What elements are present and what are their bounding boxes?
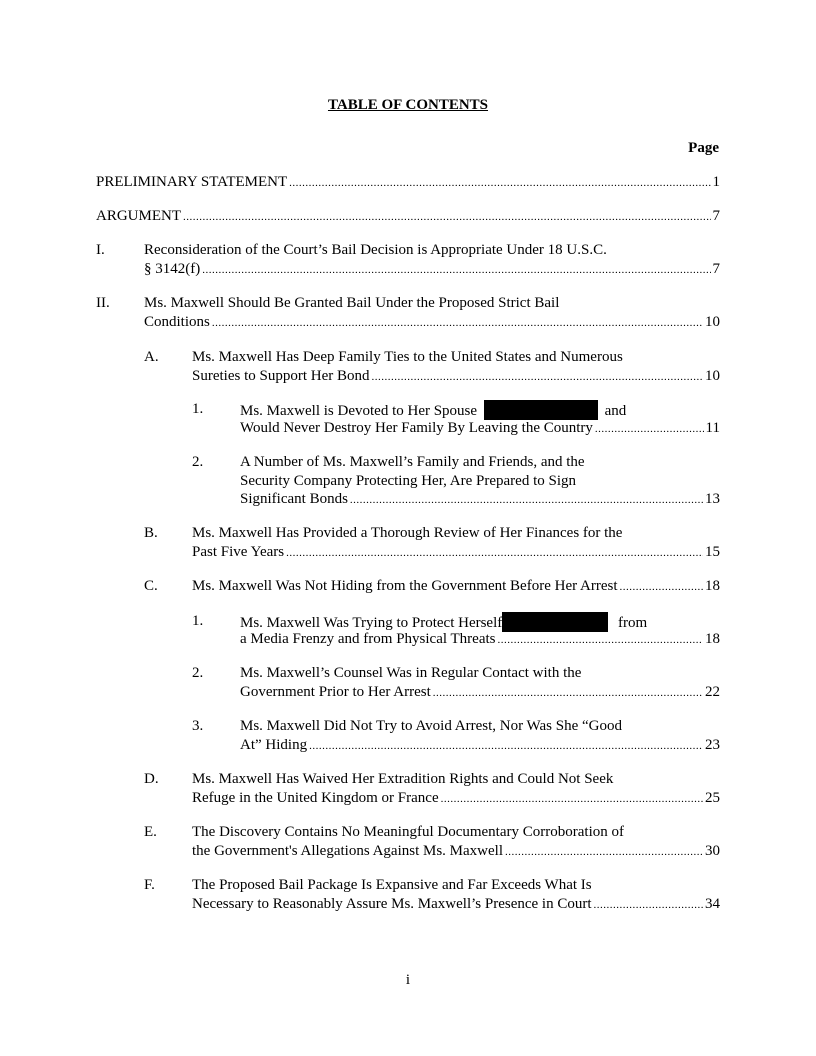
toc-entry-label: I.	[96, 242, 105, 258]
toc-page-number: 30	[705, 843, 720, 859]
toc-entry-label: 3.	[192, 718, 204, 734]
dot-leader	[202, 261, 710, 280]
toc-page-number: 15	[705, 544, 720, 560]
toc-page-number: 10	[705, 314, 720, 330]
toc-entry-text: Ms. Maxwell’s Counsel Was in Regular Contact with the	[240, 665, 582, 681]
page-footer-number: i	[405, 972, 411, 988]
toc-entry-text: PRELIMINARY STATEMENT	[96, 174, 288, 190]
toc-entry-text	[240, 612, 647, 631]
toc-entry-text: Ms. Maxwell Was Not Hiding from the Government Before Her Arrest	[192, 578, 618, 594]
toc-page-number: 34	[705, 896, 720, 912]
toc-page-number: 10	[705, 368, 720, 384]
toc-entry-text: Ms. Maxwell Should Be Granted Bail Under the Proposed Strict Bail	[144, 295, 560, 311]
toc-entry-continuation	[144, 260, 720, 279]
toc-entry-text: Government Prior to Her Arrest	[240, 684, 431, 700]
dot-leader	[350, 491, 703, 510]
toc-entry-label: D.	[144, 771, 159, 787]
toc-page-number: 25	[705, 790, 720, 806]
toc-entry-text	[240, 400, 626, 419]
toc-entry-continuation	[240, 490, 720, 509]
toc-title: TABLE OF CONTENTS	[327, 97, 489, 113]
toc-entry-text: Ms. Maxwell Has Deep Family Ties to the United States and Numerous	[192, 349, 623, 365]
toc-entry-continuation	[240, 419, 720, 438]
toc-entry-text: § 3142(f)	[144, 261, 201, 277]
toc-entry-text-part: Ms. Maxwell Was Trying to Protect Herself	[240, 615, 503, 631]
toc-entry-continuation	[240, 736, 720, 755]
toc-entry-line	[192, 577, 720, 596]
toc-page-number: 11	[705, 420, 720, 436]
toc-entry-text: ARGUMENT	[96, 208, 181, 224]
dot-leader	[441, 790, 703, 809]
toc-entry-text: Ms. Maxwell Has Waived Her Extradition Rights and Could Not Seek	[192, 771, 614, 787]
toc-entry-text: Security Company Protecting Her, Are Prepared to Sign	[240, 473, 576, 489]
toc-entry-continuation	[192, 789, 720, 808]
toc-entry-label: B.	[144, 525, 158, 541]
dot-leader	[212, 314, 703, 333]
toc-entry-continuation	[192, 895, 720, 914]
toc-page-number: 13	[705, 491, 720, 507]
toc-entry-text-part: and	[604, 403, 627, 419]
toc-entry-text: Ms. Maxwell Has Provided a Thorough Review of Her Finances for the	[192, 525, 623, 541]
dot-leader	[286, 544, 703, 563]
toc-entry-text: Would Never Destroy Her Family By Leaving the Country	[240, 420, 593, 436]
toc-entry-text: Ms. Maxwell Did Not Try to Avoid Arrest, Nor Was She “Good	[240, 718, 622, 734]
toc-entry-text: Refuge in the United Kingdom or France	[192, 790, 439, 806]
toc-entry-text: The Proposed Bail Package Is Expansive and Far Exceeds What Is	[192, 877, 592, 893]
toc-entry-label: A.	[144, 349, 159, 365]
toc-entry-text: Conditions	[144, 314, 210, 330]
toc-entry-text: The Discovery Contains No Meaningful Documentary Corroboration of	[192, 824, 624, 840]
toc-page-number: 22	[705, 684, 720, 700]
toc-entry-text: A Number of Ms. Maxwell’s Family and Friends, and the	[240, 454, 585, 470]
toc-entry-continuation	[192, 367, 720, 386]
toc-entry-label: 2.	[192, 665, 204, 681]
toc-page-number: 23	[705, 737, 720, 753]
dot-leader	[372, 368, 704, 387]
dot-leader	[433, 684, 703, 703]
toc-entry-text-part: Ms. Maxwell is Devoted to Her Spouse	[240, 403, 478, 419]
toc-entry-text: a Media Frenzy and from Physical Threats	[240, 631, 496, 647]
toc-entry-continuation	[240, 683, 720, 702]
toc-page-number: 7	[712, 261, 720, 277]
toc-entry-continuation	[240, 630, 720, 649]
toc-page-number: 7	[712, 208, 720, 224]
toc-entry-label: 1.	[192, 401, 204, 417]
toc-entry-text: the Government's Allegations Against Ms. Maxwell	[192, 843, 504, 859]
toc-entry-text: Sureties to Support Her Bond	[192, 368, 370, 384]
redaction-box	[484, 400, 598, 420]
toc-entry-text-part: from	[618, 615, 648, 631]
dot-leader	[594, 896, 703, 915]
toc-entry-label: C.	[144, 578, 158, 594]
toc-entry-argument[interactable]	[96, 207, 720, 226]
toc-entry-text: Necessary to Reasonably Assure Ms. Maxwell’s Presence in Court	[192, 896, 592, 912]
toc-page-number: 18	[705, 578, 720, 594]
toc-entry-text: Reconsideration of the Court’s Bail Decision is Appropriate Under 18 U.S.C.	[144, 242, 607, 258]
toc-entry-label: II.	[96, 295, 110, 311]
page-column-header: Page	[688, 140, 719, 156]
dot-leader	[595, 420, 704, 439]
dot-leader	[497, 631, 703, 650]
toc-entry-continuation	[144, 313, 720, 332]
dot-leader	[505, 843, 703, 862]
toc-entry-label: 1.	[192, 613, 204, 629]
dot-leader	[620, 578, 703, 597]
redaction-box	[502, 612, 608, 632]
toc-entry-continuation	[192, 543, 720, 562]
dot-leader	[309, 737, 703, 756]
dot-leader	[289, 174, 710, 193]
dot-leader	[183, 208, 711, 227]
toc-entry-text: At” Hiding	[240, 737, 308, 753]
toc-entry-label: F.	[144, 877, 155, 893]
toc-entry-preliminary-statement[interactable]	[96, 173, 720, 192]
toc-entry-text: Past Five Years	[192, 544, 285, 560]
toc-page-number: 1	[712, 174, 720, 190]
toc-entry-text: Significant Bonds	[240, 491, 348, 507]
toc-entry-label: 2.	[192, 454, 204, 470]
toc-page-number: 18	[705, 631, 720, 647]
toc-entry-label: E.	[144, 824, 157, 840]
toc-entry-continuation	[192, 842, 720, 861]
